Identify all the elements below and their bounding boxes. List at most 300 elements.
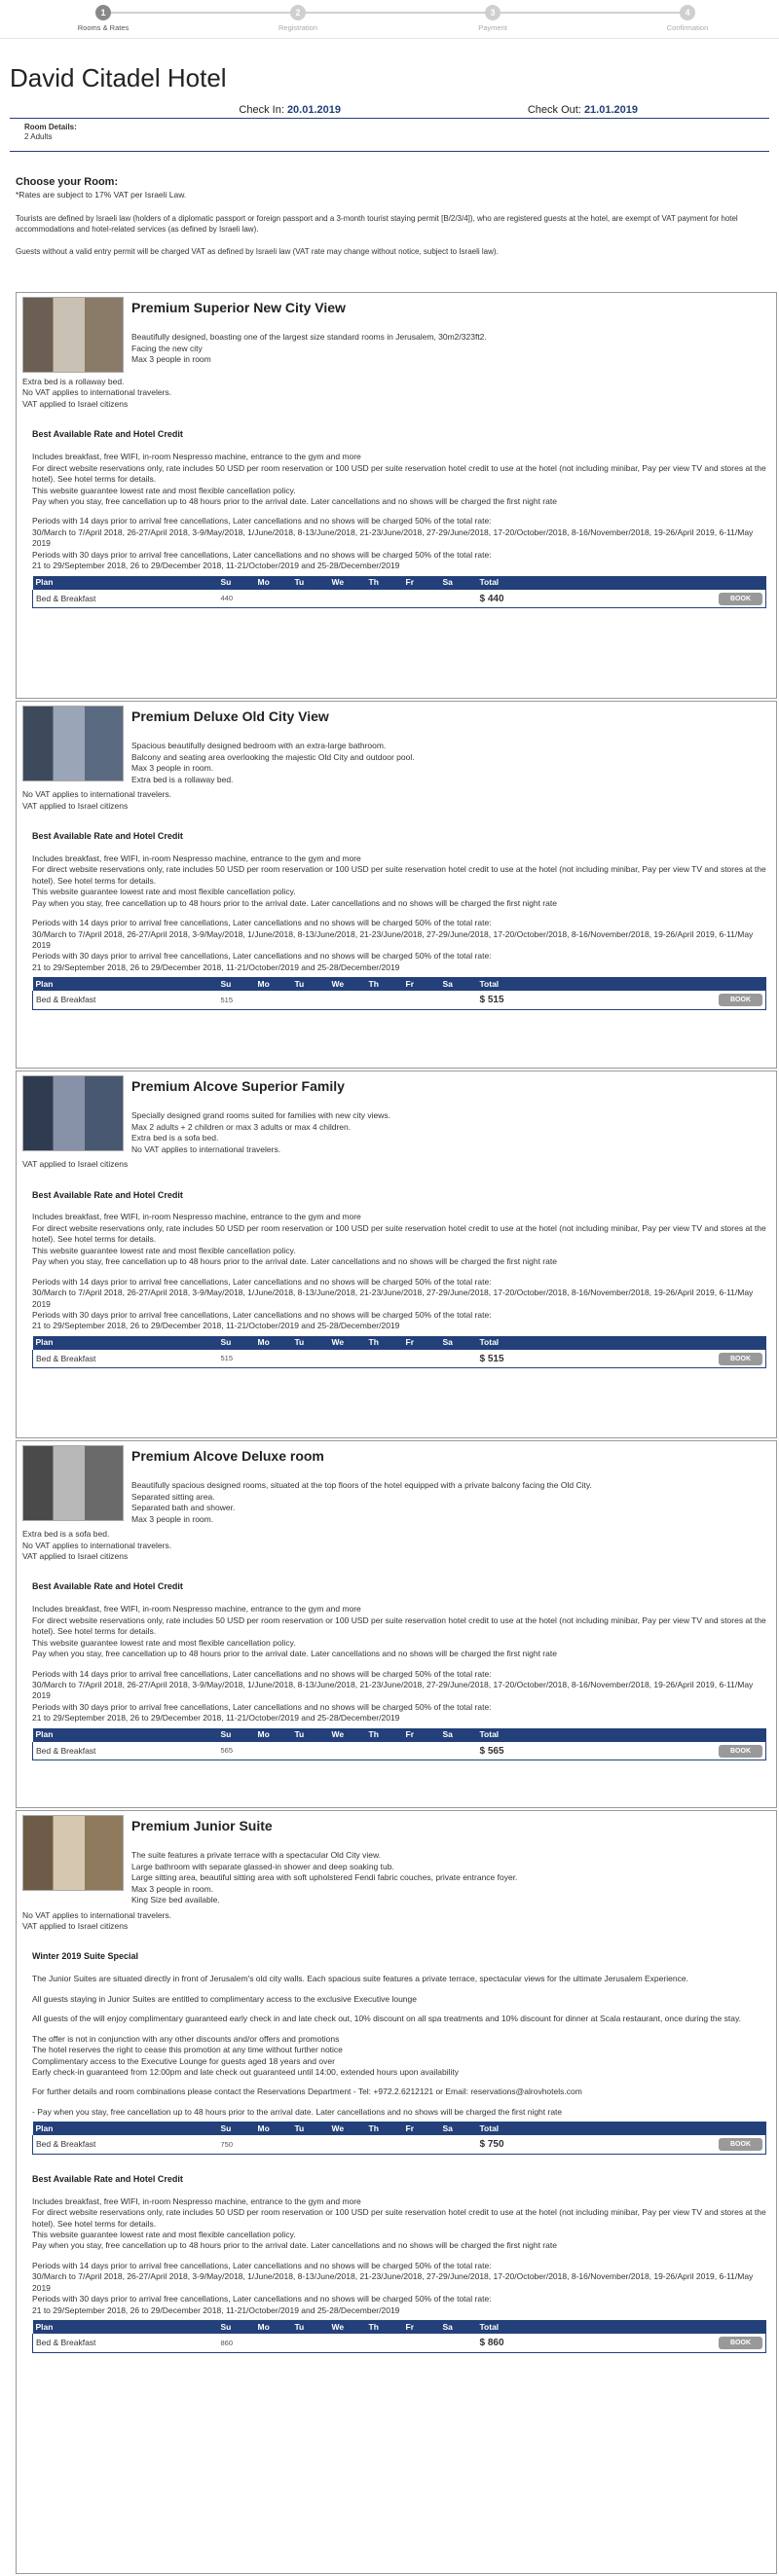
- plan-total: $ 750: [477, 2135, 652, 2154]
- room-description-line: No VAT applies to international travelers.: [131, 1143, 281, 1154]
- rate-description: [32, 1212, 770, 1332]
- step-label: Payment: [478, 23, 507, 32]
- plan-header-cell: Fr: [403, 1336, 440, 1350]
- plan-header-cell: Total: [477, 2320, 652, 2334]
- book-button[interactable]: BOOK: [719, 593, 762, 605]
- plan-header-cell: Mo: [255, 1336, 292, 1350]
- room-card: [16, 292, 777, 699]
- plan-price-empty: [403, 2135, 440, 2154]
- rate-line: For direct website reservations only, rate includes 50 USD per room reservation or 100 USD per suite reservation hotel credit to use at the hotel (not including minibar, Pay per view TV and stores at the hotel). See hotel terms for details.: [32, 462, 766, 485]
- plan-table-header: [33, 576, 766, 590]
- plan-price-empty: [329, 590, 366, 608]
- room-note-line: Extra bed is a sofa bed.: [22, 1529, 110, 1540]
- rate-line: For direct website reservations only, rate includes 50 USD per room reservation or 100 USD per suite reservation hotel credit to use at the hotel (not including minibar, Pay per view TV and stores at the hotel). See hotel terms for details.: [32, 1615, 766, 1637]
- plan-price-empty: [403, 1742, 440, 1760]
- rate-line: Pay when you stay, free cancellation up to 48 hours prior to the arrival date. Later cancellations and no shows will be charged the first night rate: [32, 1649, 557, 1659]
- plan-price-empty: [403, 991, 440, 1009]
- period-line: 21 to 29/September 2018, 26 to 29/December 2018, 11-21/October/2019 and 25-28/December/2019: [32, 1713, 400, 1723]
- plan-price-su: 860: [218, 2334, 255, 2352]
- plan-header-cell: [652, 1336, 766, 1350]
- plan-header-cell: We: [329, 2122, 366, 2135]
- plan-row: [33, 590, 766, 608]
- plan-header-cell: Total: [477, 1336, 652, 1350]
- room-note-line: No VAT applies to international travelers.: [22, 789, 172, 800]
- plan-price-su: 565: [218, 1742, 255, 1760]
- room-header: [20, 1443, 772, 1525]
- plan-table-header: [33, 1728, 766, 1742]
- room-description-line: Large bathroom with separate glassed-in shower and deep soaking tub.: [131, 1861, 394, 1871]
- plan-table-header: [33, 977, 766, 991]
- room-name: Premium Alcove Superior Family: [131, 1078, 345, 1094]
- plan-price-empty: [292, 2334, 329, 2352]
- room-description-line: Large sitting area, beautiful sitting area with soft upholstered Fendi fabric couches, private entrance foyer.: [131, 1872, 518, 1883]
- room-note-line: VAT applied to Israel citizens: [22, 1551, 129, 1561]
- plan-book-cell: [652, 590, 766, 608]
- plan-price-empty: [329, 1742, 366, 1760]
- hotel-name: David Citadel Hotel: [10, 63, 227, 92]
- step-registration: [240, 5, 356, 33]
- plan-header-cell: [652, 2320, 766, 2334]
- room-photo[interactable]: [22, 297, 124, 373]
- room-description: [131, 332, 772, 365]
- plan-price-empty: [255, 1350, 292, 1368]
- room-notes: [22, 1529, 770, 1562]
- room-note-line: VAT applied to Israel citizens: [22, 1159, 129, 1170]
- plan-header-cell: Mo: [255, 2320, 292, 2334]
- step-number: 1: [95, 5, 111, 20]
- plan-header-cell: Sa: [440, 2122, 477, 2135]
- plan-price-empty: [440, 991, 477, 1009]
- step-number: 2: [290, 5, 306, 20]
- plan-header-cell: Tu: [292, 1728, 329, 1742]
- rate-line: Includes breakfast, free WIFI, in-room Nespresso machine, entrance to the gym and more: [32, 452, 361, 462]
- plan-total: $ 565: [477, 1742, 652, 1760]
- rate-line: Includes breakfast, free WIFI, in-room Nespresso machine, entrance to the gym and more: [32, 1604, 361, 1615]
- period-line: Periods with 14 days prior to arrival free cancellations, Later cancellations and no shows will be charged 50% of the total rate:: [32, 1276, 492, 1287]
- room-description-line: Spacious beautifully designed bedroom with an extra-large bathroom.: [131, 741, 387, 751]
- plan-header-cell: We: [329, 2320, 366, 2334]
- plan-header-cell: Mo: [255, 1728, 292, 1742]
- plan-price-empty: [292, 1742, 329, 1760]
- room-note-line: No VAT applies to international travelers.: [22, 1909, 172, 1920]
- plan-header-cell: Tu: [292, 576, 329, 590]
- room-description: [131, 1110, 772, 1155]
- plan-price-empty: [329, 1350, 366, 1368]
- plan-header-cell: Total: [477, 2122, 652, 2135]
- plan-price-empty: [366, 590, 403, 608]
- plan-price-empty: [366, 1350, 403, 1368]
- plan-price-empty: [403, 1350, 440, 1368]
- plan-header-cell: Th: [366, 1336, 403, 1350]
- plan-header-cell: Sa: [440, 2320, 477, 2334]
- room-description-line: Separated bath and shower.: [131, 1503, 236, 1513]
- step-label: Registration: [278, 23, 318, 32]
- period-line: Periods with 14 days prior to arrival free cancellations, Later cancellations and no shows will be charged 50% of the total rate:: [32, 1668, 492, 1679]
- plan-price-empty: [255, 2135, 292, 2154]
- plan-table-header: [33, 2122, 766, 2135]
- rate-line: For direct website reservations only, rate includes 50 USD per room reservation or 100 USD per suite reservation hotel credit to use at the hotel (not including minibar, Pay per view TV and stores at the hotel). See hotel terms for details.: [32, 2207, 766, 2229]
- plan-header-cell: Total: [477, 576, 652, 590]
- spacer: [32, 2005, 770, 2014]
- room-description-line: The suite features a private terrace with a spectacular Old City view.: [131, 1850, 382, 1861]
- plan-header-cell: Sa: [440, 977, 477, 991]
- plan-price-empty: [255, 991, 292, 1009]
- plan-header-cell: Mo: [255, 977, 292, 991]
- rate-line: Includes breakfast, free WIFI, in-room Nespresso machine, entrance to the gym and more: [32, 1212, 361, 1222]
- book-button[interactable]: BOOK: [719, 1745, 762, 1758]
- stepper-line: [103, 12, 687, 14]
- rate-block: [22, 429, 770, 608]
- plan-price-empty: [329, 991, 366, 1009]
- room-description-line: Specially designed grand rooms suited for families with new city views.: [131, 1110, 390, 1121]
- plan-header-cell: Tu: [292, 1336, 329, 1350]
- plan-price-empty: [440, 2135, 477, 2154]
- plan-header-cell: Su: [218, 977, 255, 991]
- room-notes: [22, 1910, 770, 1933]
- rate-line: This website guarantee lowest rate and most flexible cancellation policy.: [32, 1637, 296, 1648]
- rate-description: [32, 2196, 770, 2317]
- rate-line: For direct website reservations only, rate includes 50 USD per room reservation or 100 USD per suite reservation hotel credit to use at the hotel (not including minibar, Pay per view TV and stores at the hotel). See hotel terms for details.: [32, 1222, 766, 1245]
- room-note-line: Extra bed is a rollaway bed.: [22, 377, 125, 386]
- period-line: 21 to 29/September 2018, 26 to 29/December 2018, 11-21/October/2019 and 25-28/December/2019: [32, 1321, 400, 1331]
- plan-price-su: 515: [218, 1350, 255, 1368]
- spacer: [32, 1660, 770, 1669]
- rate-title: Best Available Rate and Hotel Credit: [32, 2173, 183, 2184]
- special-offer-paragraph: - Pay when you stay, free cancellation up to 48 hours prior to the arrival date. Later cancellations and no shows will be charged the first night rate: [32, 2106, 563, 2117]
- rate-block: [22, 1190, 770, 1369]
- rate-block: [22, 831, 770, 1010]
- plan-header-cell: Total: [477, 1728, 652, 1742]
- plan-header-cell: Su: [218, 2320, 255, 2334]
- rate-plan-table: [32, 576, 766, 609]
- room-description-line: Extra bed is a rollaway bed.: [131, 774, 234, 784]
- plan-price-empty: [292, 1350, 329, 1368]
- period-line: Periods with 14 days prior to arrival free cancellations, Later cancellations and no shows will be charged 50% of the total rate:: [32, 516, 492, 526]
- plan-table-header: [33, 2320, 766, 2334]
- plan-header-cell: Th: [366, 1728, 403, 1742]
- room-notes: [22, 789, 770, 812]
- plan-price-su: 750: [218, 2135, 255, 2154]
- period-line: 30/March to 7/April 2018, 26-27/April 2018, 3-9/May/2018, 1/June/2018, 8-13/June/2018, 21-23/June/2018, 27-29/June/2018, 17-20/October/2018, 8-16/November/2018, 19-26/April 2019, 6-11/May 2019: [32, 2271, 754, 2293]
- rate-description: [32, 853, 770, 974]
- plan-header-cell: Tu: [292, 2320, 329, 2334]
- vat-note: *Rates are subject to 17% VAT per Israeli Law.: [16, 190, 187, 200]
- plan-header-cell: [652, 1728, 766, 1742]
- room-description: [131, 741, 772, 785]
- plan-row: [33, 991, 766, 1009]
- plan-header-cell: [652, 977, 766, 991]
- plan-price-empty: [255, 2334, 292, 2352]
- plan-header-cell: Plan: [33, 576, 218, 590]
- room-details-label: Room Details:: [24, 123, 77, 131]
- room-header: [20, 1073, 772, 1155]
- plan-header-cell: Fr: [403, 1728, 440, 1742]
- plan-price-empty: [329, 2334, 366, 2352]
- book-button[interactable]: BOOK: [719, 994, 762, 1006]
- plan-price-empty: [440, 590, 477, 608]
- room-photo[interactable]: [22, 1075, 124, 1151]
- plan-header-cell: We: [329, 1728, 366, 1742]
- rate-line: For direct website reservations only, rate includes 50 USD per room reservation or 100 USD per suite reservation hotel credit to use at the hotel (not including minibar, Pay per view TV and stores at the hotel). See hotel terms for details.: [32, 864, 766, 886]
- check-out-label: Check Out:: [527, 104, 581, 116]
- book-button[interactable]: BOOK: [719, 1353, 762, 1365]
- check-in-label: Check In:: [239, 104, 284, 116]
- spacer: [32, 1985, 770, 1994]
- plan-header-cell: [652, 2122, 766, 2135]
- spacer: [32, 1268, 770, 1277]
- plan-price-empty: [292, 991, 329, 1009]
- room-description-line: Max 2 adults + 2 children or max 3 adults or max 4 children.: [131, 1121, 352, 1132]
- plan-row: [33, 1742, 766, 1760]
- special-offer-paragraph: The Junior Suites are situated directly in front of Jerusalem's old city walls. Each spacious suite features a private terrace, spectacular views for the ultimate Jerusalem Experience.: [32, 1974, 688, 1984]
- plan-row: [33, 1350, 766, 1368]
- plan-header-cell: Mo: [255, 576, 292, 590]
- room-description-line: Facing the new city: [131, 343, 203, 353]
- plan-header-cell: Plan: [33, 1336, 218, 1350]
- plan-header-cell: We: [329, 576, 366, 590]
- room-notes: [22, 377, 770, 410]
- plan-name: Bed & Breakfast: [33, 1742, 218, 1760]
- room-description: [131, 1850, 772, 1905]
- plan-header-cell: Plan: [33, 1728, 218, 1742]
- room-note-line: VAT applied to Israel citizens: [22, 800, 129, 811]
- plan-name: Bed & Breakfast: [33, 590, 218, 608]
- step-confirmation: [629, 5, 746, 33]
- stay-dates: [10, 103, 769, 119]
- rate-title: Best Available Rate and Hotel Credit: [32, 1581, 183, 1592]
- plan-header-cell: Th: [366, 2320, 403, 2334]
- plan-header-cell: Plan: [33, 2122, 218, 2135]
- spacer: [32, 507, 770, 516]
- spacer: [32, 2252, 770, 2261]
- plan-price-empty: [403, 590, 440, 608]
- room-info: [131, 704, 772, 785]
- plan-total: $ 440: [477, 590, 652, 608]
- plan-price-empty: [366, 991, 403, 1009]
- period-line: 30/March to 7/April 2018, 26-27/April 2018, 3-9/May/2018, 1/June/2018, 8-13/June/2018, 21-23/June/2018, 27-29/June/2018, 17-20/October/2018, 8-16/November/2018, 19-26/April 2019, 6-11/May 2019: [32, 526, 754, 549]
- spacer: [32, 2025, 770, 2034]
- room-description-line: Beautifully spacious designed rooms, situated at the top floors of the hotel equipped with a private balcony facing the Old City.: [131, 1480, 592, 1491]
- step-number: 4: [680, 5, 695, 20]
- plan-name: Bed & Breakfast: [33, 2334, 218, 2352]
- room-name: Premium Junior Suite: [131, 1818, 273, 1833]
- room-name: Premium Superior New City View: [131, 300, 346, 315]
- special-offer-title: Winter 2019 Suite Special: [32, 1951, 138, 1962]
- room-description-line: Max 3 people in room.: [131, 1513, 214, 1524]
- period-line: 21 to 29/September 2018, 26 to 29/December 2018, 11-21/October/2019 and 25-28/December/2019: [32, 561, 400, 571]
- plan-header-cell: [652, 576, 766, 590]
- room-note-line: VAT applied to Israel citizens: [22, 1921, 129, 1931]
- plan-header-cell: Su: [218, 1336, 255, 1350]
- rate-plan-table: [32, 977, 766, 1010]
- room-note-line: No VAT applies to international travelers.: [22, 1540, 172, 1550]
- plan-header-cell: Su: [218, 2122, 255, 2135]
- rate-title: Best Available Rate and Hotel Credit: [32, 429, 183, 440]
- plan-header-cell: Tu: [292, 977, 329, 991]
- room-header: [20, 1813, 772, 1906]
- room-note-line: VAT applied to Israel citizens: [22, 398, 129, 409]
- plan-header-cell: Plan: [33, 2320, 218, 2334]
- period-line: Periods with 14 days prior to arrival free cancellations, Later cancellations and no shows will be charged 50% of the total rate:: [32, 918, 492, 928]
- plan-header-cell: Th: [366, 977, 403, 991]
- room-note-line: No VAT applies to international travelers.: [22, 387, 172, 398]
- plan-header-cell: Th: [366, 576, 403, 590]
- period-line: 30/March to 7/April 2018, 26-27/April 2018, 3-9/May/2018, 1/June/2018, 8-13/June/2018, 21-23/June/2018, 27-29/June/2018, 17-20/October/2018, 8-16/November/2018, 19-26/April 2019, 6-11/May 2019: [32, 1288, 754, 1309]
- plan-price-empty: [292, 2135, 329, 2154]
- period-line: Periods with 30 days prior to arrival free cancellations, Later cancellations and no shows will be charged 50% of the total rate:: [32, 1701, 492, 1712]
- plan-price-su: 440: [218, 590, 255, 608]
- booking-stepper: [0, 0, 779, 39]
- period-line: Periods with 30 days prior to arrival free cancellations, Later cancellations and no shows will be charged 50% of the total rate:: [32, 2294, 492, 2304]
- rate-block: [22, 1581, 770, 1760]
- room-description-line: Max 3 people in room.: [131, 1883, 214, 1894]
- room-info: [131, 1073, 772, 1155]
- step-label: Confirmation: [666, 23, 709, 32]
- period-line: Periods with 30 days prior to arrival free cancellations, Later cancellations and no shows will be charged 50% of the total rate:: [32, 951, 492, 961]
- rate-title: Best Available Rate and Hotel Credit: [32, 831, 183, 841]
- room-details: [10, 119, 769, 152]
- rate-block: [22, 2174, 770, 2353]
- tourists-note: Tourists are defined by Israeli law (holders of a diplomatic passport or foreign passport and a 3-month tourist staying permit [B/2/3/4]), who are registered guests at the hotel, are exempt of VAT payment for hotel accommodations and hotel-related services (as defined by Israeli law).: [16, 214, 738, 235]
- book-button[interactable]: BOOK: [719, 2337, 762, 2349]
- room-header: [20, 704, 772, 785]
- special-offer-block: [22, 1951, 770, 2154]
- plan-price-empty: [329, 2135, 366, 2154]
- check-out-date: 21.01.2019: [583, 104, 638, 116]
- plan-book-cell: [652, 2334, 766, 2352]
- special-offer-paragraph: The offer is not in conjunction with any other discounts and/or offers and promotions The hotel reserves the right to cease this promotion at any time without further notice Complimentary access to the Executive Lounge for guests aged 18 years and over Early check-in guaranteed from 12:00pm and late check out guaranteed until 14:00, extended hours upon availability: [32, 2033, 460, 2077]
- room-description-line: Extra bed is a sofa bed.: [131, 1133, 219, 1143]
- rate-description: [32, 1604, 770, 1724]
- plan-price-empty: [292, 590, 329, 608]
- room-info: [131, 295, 772, 373]
- rate-plan-table: [32, 1336, 766, 1369]
- plan-total: $ 860: [477, 2334, 652, 2352]
- plan-name: Bed & Breakfast: [33, 991, 218, 1009]
- spacer: [32, 2098, 770, 2107]
- plan-price-empty: [440, 2334, 477, 2352]
- rate-line: This website guarantee lowest rate and most flexible cancellation policy.: [32, 1245, 296, 1255]
- room-card: [16, 701, 777, 1069]
- period-line: Periods with 30 days prior to arrival free cancellations, Later cancellations and no shows will be charged 50% of the total rate:: [32, 549, 492, 560]
- spacer: [32, 909, 770, 918]
- rate-line: Includes breakfast, free WIFI, in-room Nespresso machine, entrance to the gym and more: [32, 2195, 361, 2206]
- room-photo[interactable]: [22, 706, 124, 781]
- plan-price-empty: [366, 2334, 403, 2352]
- plan-header-cell: Fr: [403, 2320, 440, 2334]
- plan-price-su: 515: [218, 991, 255, 1009]
- room-name: Premium Deluxe Old City View: [131, 708, 329, 724]
- plan-name: Bed & Breakfast: [33, 2135, 218, 2154]
- rate-line: Pay when you stay, free cancellation up to 48 hours prior to the arrival date. Later cancellations and no shows will be charged the first night rate: [32, 495, 557, 506]
- spacer: [32, 2078, 770, 2086]
- room-photo[interactable]: [22, 1815, 124, 1891]
- room-description-line: Separated sitting area.: [131, 1491, 215, 1502]
- plan-header-cell: Fr: [403, 977, 440, 991]
- rate-title: Best Available Rate and Hotel Credit: [32, 1189, 183, 1200]
- special-offer-paragraph: All guests of the will enjoy complimentary guaranteed early check in and late check out, 10% discount on all spa treatments and 10% discount for dinner at Scala restaurant, once during the stay.: [32, 2014, 741, 2024]
- room-description-line: Max 3 people in room: [131, 354, 211, 365]
- room-info: [131, 1443, 772, 1525]
- plan-table-header: [33, 1336, 766, 1350]
- plan-row: [33, 2135, 766, 2154]
- period-line: Periods with 30 days prior to arrival free cancellations, Later cancellations and no shows will be charged 50% of the total rate:: [32, 1309, 492, 1320]
- room-description-line: Balcony and seating area overlooking the majestic Old City and outdoor pool.: [131, 751, 415, 762]
- plan-price-empty: [440, 1742, 477, 1760]
- plan-header-cell: Fr: [403, 2122, 440, 2135]
- plan-price-empty: [403, 2334, 440, 2352]
- step-label: Rooms & Rates: [77, 23, 130, 32]
- room-photo[interactable]: [22, 1445, 124, 1521]
- room-description: [131, 1480, 772, 1525]
- plan-header-cell: Mo: [255, 2122, 292, 2135]
- special-offer-paragraph: For further details and room combinations please contact the Reservations Department - Tel: +972.2.6212121 or Email: reservations@alrovhotels.com: [32, 2086, 582, 2097]
- room-description-line: Beautifully designed, boasting one of the largest size standard rooms in Jerusalem, 30m2/323ft2.: [131, 332, 487, 343]
- plan-header-cell: Plan: [33, 977, 218, 991]
- plan-name: Bed & Breakfast: [33, 1350, 218, 1368]
- rate-line: Pay when you stay, free cancellation up to 48 hours prior to the arrival date. Later cancellations and no shows will be charged the first night rate: [32, 897, 557, 908]
- plan-book-cell: [652, 1742, 766, 1760]
- plan-total: $ 515: [477, 1350, 652, 1368]
- plan-price-empty: [366, 1742, 403, 1760]
- rate-line: This website guarantee lowest rate and most flexible cancellation policy.: [32, 2229, 296, 2239]
- plan-header-cell: Su: [218, 576, 255, 590]
- room-card: [16, 1810, 777, 2574]
- rate-description: [32, 452, 770, 572]
- room-details-value: 2 Adults: [24, 132, 53, 142]
- rate-plan-table: [32, 2320, 766, 2353]
- plan-price-empty: [366, 2135, 403, 2154]
- plan-book-cell: [652, 991, 766, 1009]
- plan-header-cell: We: [329, 977, 366, 991]
- room-card: [16, 1070, 777, 1438]
- book-button[interactable]: BOOK: [719, 2138, 762, 2151]
- plan-price-empty: [255, 1742, 292, 1760]
- room-notes: [22, 1159, 770, 1170]
- period-line: Periods with 14 days prior to arrival free cancellations, Later cancellations and no shows will be charged 50% of the total rate:: [32, 2260, 492, 2270]
- check-in: [10, 103, 370, 118]
- period-line: 30/March to 7/April 2018, 26-27/April 2018, 3-9/May/2018, 1/June/2018, 8-13/June/2018, 21-23/June/2018, 27-29/June/2018, 17-20/October/2018, 8-16/November/2018, 19-26/April 2019, 6-11/May 2019: [32, 1679, 754, 1701]
- plan-row: [33, 2334, 766, 2352]
- step-number: 3: [485, 5, 501, 20]
- choose-room-section: [16, 175, 763, 257]
- period-line: 30/March to 7/April 2018, 26-27/April 2018, 3-9/May/2018, 1/June/2018, 8-13/June/2018, 21-23/June/2018, 27-29/June/2018, 17-20/October/2018, 8-16/November/2018, 19-26/April 2019, 6-11/May 2019: [32, 928, 754, 950]
- plan-book-cell: [652, 1350, 766, 1368]
- plan-header-cell: We: [329, 1336, 366, 1350]
- step-payment: [434, 5, 551, 33]
- plan-header-cell: Sa: [440, 1728, 477, 1742]
- room-card: [16, 1440, 777, 1808]
- room-name: Premium Alcove Deluxe room: [131, 1448, 324, 1464]
- room-description-line: King Size bed available.: [131, 1895, 220, 1905]
- plan-header-cell: Th: [366, 2122, 403, 2135]
- plan-header-cell: Tu: [292, 2122, 329, 2135]
- special-offer-description: [32, 1974, 770, 2118]
- plan-header-cell: Su: [218, 1728, 255, 1742]
- guests-note: Guests without a valid entry permit will be charged VAT as defined by Israeli law (VAT rate may change without notice, subject to Israeli law).: [16, 246, 499, 256]
- rate-plan-table: [32, 2122, 766, 2155]
- rate-line: Includes breakfast, free WIFI, in-room Nespresso machine, entrance to the gym and more: [32, 853, 361, 863]
- room-info: [131, 1813, 772, 1906]
- plan-header-cell: Fr: [403, 576, 440, 590]
- room-description-line: Max 3 people in room.: [131, 763, 214, 774]
- step-rooms-rates: [45, 5, 162, 33]
- plan-header-cell: Sa: [440, 1336, 477, 1350]
- plan-header-cell: Sa: [440, 576, 477, 590]
- choose-room-title: Choose your Room:: [16, 176, 119, 188]
- period-line: 21 to 29/September 2018, 26 to 29/December 2018, 11-21/October/2019 and 25-28/December/2019: [32, 2304, 400, 2315]
- rate-line: This website guarantee lowest rate and most flexible cancellation policy.: [32, 887, 296, 897]
